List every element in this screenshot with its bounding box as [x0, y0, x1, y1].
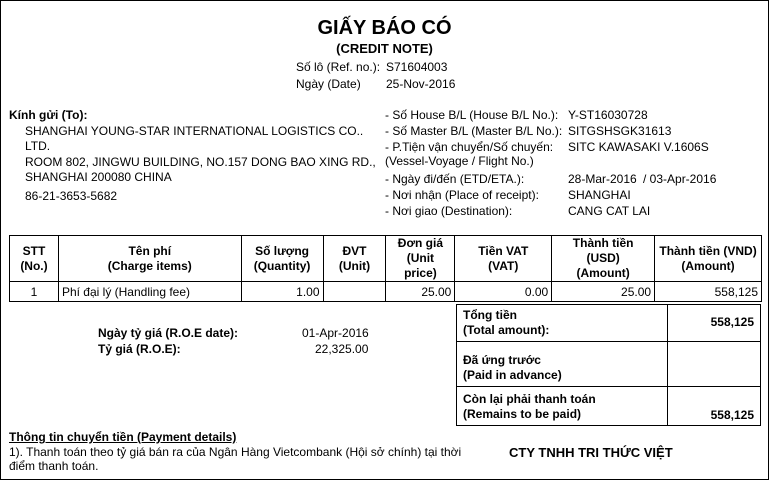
paid-label-line2: (Paid in advance) — [463, 368, 562, 382]
roe-date-value: 01-Apr-2016 — [302, 326, 369, 340]
cell-vnd: 558,125 — [655, 282, 762, 302]
total-label-line2: (Total amount): — [463, 323, 550, 337]
cell-usd: 25.00 — [552, 282, 655, 302]
recipient-name-line2: LTD. — [25, 139, 51, 153]
remain-value: 558,125 — [668, 387, 761, 426]
charges-table — [9, 235, 762, 302]
house-bl-value: Y-ST16030728 — [568, 108, 648, 122]
payment-heading: Thông tin chuyển tiền (Payment details) — [9, 430, 237, 444]
remain-label-line1: Còn lại phải thanh toán — [463, 392, 596, 406]
recipient-phone: 86-21-3653-5682 — [25, 189, 118, 203]
recipient-address-line1: ROOM 802, JINGWU BUILDING, NO.157 DONG BAO XING RD., — [25, 155, 376, 169]
house-bl-label: - Số House B/L (House B/L No.): — [385, 108, 559, 122]
ref-value: S71604003 — [386, 60, 448, 74]
total-row — [457, 305, 761, 342]
payment-line1: 1). Thanh toán theo tỷ giá bán ra của Ngân Hàng Vietcombank (Hội sở chính) tại thời — [9, 445, 462, 459]
vessel-value: SITC KAWASAKI V.1606S — [568, 140, 709, 154]
company-name: CTY TNHH TRI THỨC VIỆT — [509, 445, 673, 460]
destination-label: - Nơi giao (Destination): — [385, 204, 513, 218]
recipient-address-line2: SHANGHAI 200080 CHINA — [25, 170, 172, 184]
ref-label: Số lô (Ref. no.): — [296, 60, 381, 74]
etd-value: 28-Mar-2016 — [568, 172, 637, 186]
col-header-vnd: Thành tiền (VND) (Amount) — [655, 236, 762, 282]
col-header-vat: Tiền VAT (VAT) — [455, 236, 552, 282]
vessel-label-line2: (Vessel-Voyage / Flight No.) — [385, 154, 534, 168]
roe-rate-value: 22,325.00 — [315, 342, 369, 356]
eta-value: / 03-Apr-2016 — [643, 172, 717, 186]
cell-price: 25.00 — [386, 282, 455, 302]
payment-line2: điểm thanh toán. — [9, 459, 99, 473]
col-header-unit: ĐVT (Unit) — [323, 236, 386, 282]
master-bl-value: SITGSHSGK31613 — [568, 124, 672, 138]
cell-no: 1 — [10, 282, 59, 302]
cell-qty: 1.00 — [241, 282, 323, 302]
totals-box — [456, 304, 761, 426]
recipient-label: Kính gửi (To): — [9, 108, 88, 122]
etd-eta-label: - Ngày đi/đến (ETD/ETA.): — [385, 172, 525, 186]
paid-row — [457, 342, 761, 387]
col-header-no: STT (No.) — [10, 236, 59, 282]
master-bl-label: - Số Master B/L (Master B/L No.): — [385, 124, 563, 138]
destination-value: CANG CAT LAI — [568, 204, 651, 218]
roe-rate-label: Tỷ giá (R.O.E): — [98, 342, 181, 356]
cell-vat: 0.00 — [455, 282, 552, 302]
receipt-value: SHANGHAI — [568, 188, 631, 202]
vessel-label-line1: - P.Tiện vận chuyển/Số chuyến: — [385, 140, 554, 154]
remain-row — [457, 387, 761, 426]
document-subtitle: (CREDIT NOTE) — [336, 41, 433, 56]
col-header-usd: Thành tiền (USD) (Amount) — [552, 236, 655, 282]
col-header-price: Đơn giá (Unit price) — [386, 236, 455, 282]
recipient-name-line1: SHANGHAI YOUNG-STAR INTERNATIONAL LOGISTICS CO.. — [25, 124, 364, 138]
total-value: 558,125 — [668, 305, 761, 342]
total-label-line1: Tổng tiền — [463, 308, 517, 322]
paid-value — [668, 342, 761, 387]
table-row — [10, 282, 762, 302]
date-label: Ngày (Date) — [296, 77, 361, 91]
roe-date-label: Ngày tỷ giá (R.O.E date): — [98, 326, 239, 340]
remain-label-line2: (Remains to be paid) — [463, 407, 582, 421]
cell-unit — [323, 282, 386, 302]
col-header-item: Tên phí (Charge items) — [58, 236, 241, 282]
table-header-row — [10, 236, 762, 282]
col-header-qty: Số lượng (Quantity) — [241, 236, 323, 282]
date-value: 25-Nov-2016 — [386, 77, 456, 91]
document-title: GIẤY BÁO CÓ — [317, 17, 452, 39]
receipt-label: - Nơi nhận (Place of receipt): — [385, 188, 539, 202]
paid-label-line1: Đã ứng trước — [463, 353, 541, 367]
cell-item: Phí đại lý (Handling fee) — [58, 282, 241, 302]
